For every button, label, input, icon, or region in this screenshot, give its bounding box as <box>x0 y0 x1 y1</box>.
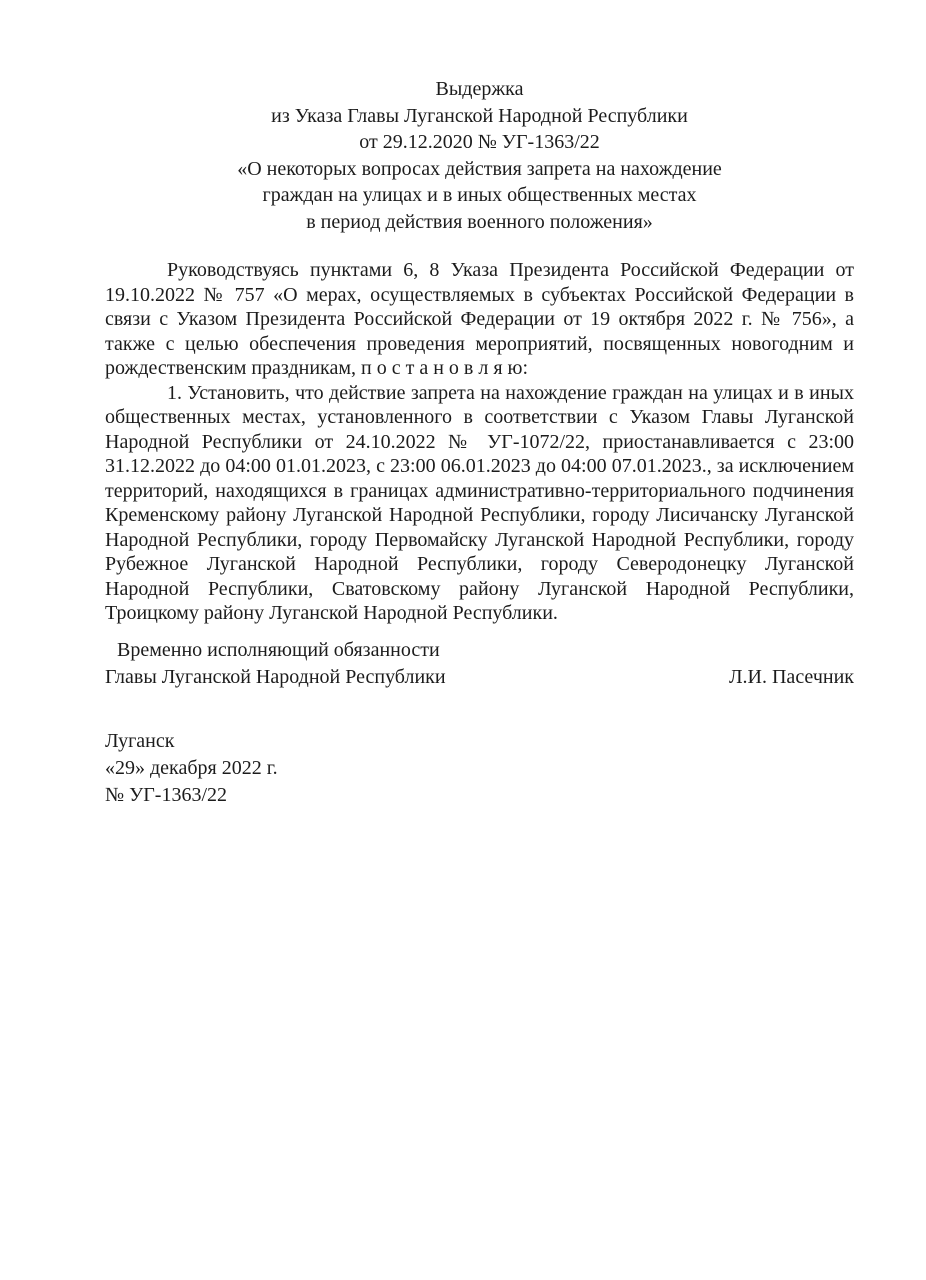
footer-city: Луганск <box>105 729 175 752</box>
footer-number: № УГ-1363/22 <box>105 783 228 806</box>
header-line-date-number: от 29.12.2020 № УГ-1363/22 <box>359 131 600 153</box>
document-content <box>105 76 854 809</box>
footer-date: «29» декабря 2022 г. <box>105 756 278 779</box>
paragraph-preamble: Руководствуясь пунктами 6, 8 Указа Президента Российской Федерации от 19.10.2022 № 757 «О мерах, осуществляемых в субъектах Российской Федерации в связи с Указом Президента Российской Федерации от 19 октября 2022 г. № 756», а также с целью обеспечения проведения мероприятий, посвященных новогодним и рождественским праздникам, п о с т а н о в л я ю: <box>105 259 854 379</box>
header-line-title: Выдержка <box>435 78 524 100</box>
document-body <box>105 258 854 626</box>
signature-name: Л.И. Пасечник <box>728 665 854 688</box>
header-line-subject-1: «О некоторых вопросах действия запрета на нахождение <box>237 157 722 180</box>
document-header <box>105 76 854 235</box>
signature-row <box>105 664 854 691</box>
header-line-subject-2: граждан на улицах и в иных общественных местах <box>262 184 697 206</box>
paragraph-item-1: 1. Установить, что действие запрета на нахождение граждан на улицах и в иных общественных местах, установленного в соответствии с Указом Главы Луганской Народной Республики от 24.10.2022 № УГ-1072/22, приостанавливается с 23:00 31.12.2022 до 04:00 01.01.2023, с 23:00 06.01.2023 до 04:00 07.01.2023., за исключением территорий, находящихся в границах административно-территориального подчинения Кременскому району Луганской Народной Республики, городу Лисичанску Луганской Народной Республики, городу Первомайску Луганской Народной Республики, городу Рубежное Луганской Народной Республики, городу Северодонецку Луганской Народной Республики, Сватовскому району Луганской Народной Республики, Троицкому району Луганской Народной Республики. <box>105 381 854 624</box>
signature-title-line-2: Главы Луганской Народной Республики <box>105 665 446 688</box>
signature-title-line-1: Временно исполняющий обязанности <box>117 638 440 661</box>
header-line-source: из Указа Главы Луганской Народной Республики <box>271 104 688 127</box>
header-line-subject-3: в период действия военного положения» <box>306 210 653 233</box>
signature-block <box>105 637 854 691</box>
document-footer <box>105 728 854 809</box>
